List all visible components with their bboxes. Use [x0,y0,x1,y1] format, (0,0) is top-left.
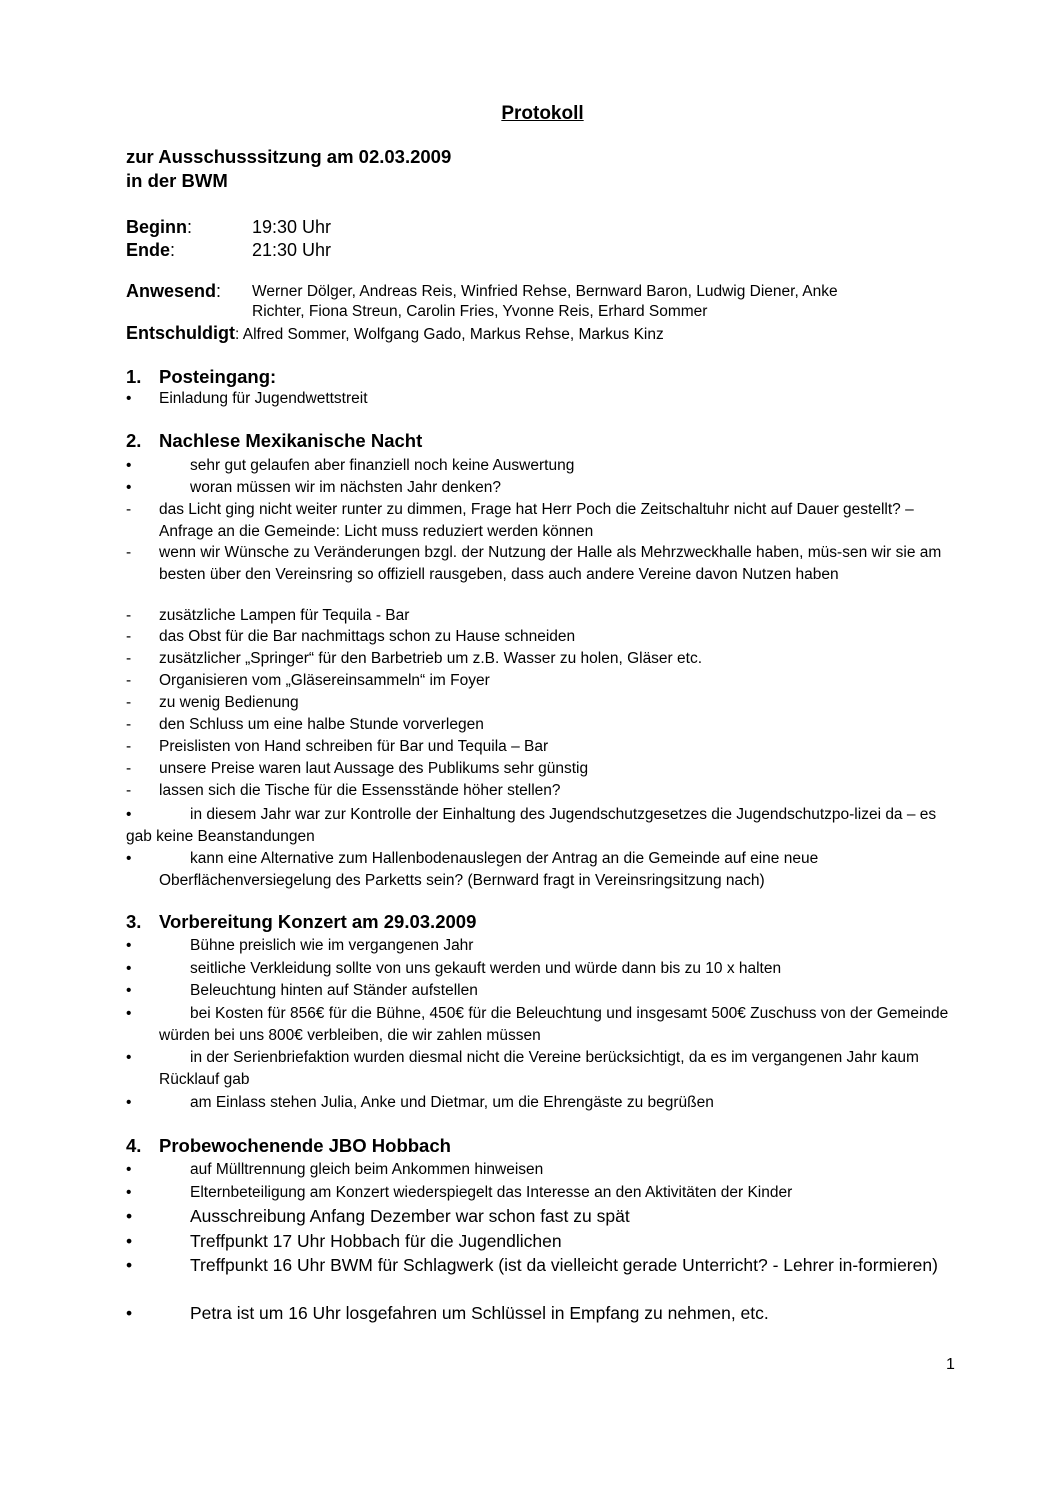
dash-marker: - [126,694,132,711]
list-item-text: bei Kosten für 856€ für die Bühne, 450€ für die Beleuchtung und insgesamt 500€ Zuschuss von der Gemeinde würden bei uns 800€ verbleiben, die wir zahlen müssen [159,1005,949,1044]
dash-marker: - [126,782,132,799]
beginn-label: Beginn [126,217,187,237]
list-item [126,542,956,586]
section-heading [126,911,476,933]
dash-marker: - [126,760,132,777]
document-title: Protokoll [501,103,584,124]
list-item-text: lassen sich die Tische für die Essensstände höher stellen? [159,782,561,799]
list-item-text: Elternbeteiligung am Konzert wiederspiegelt das Interesse an den Aktivitäten der Kinder [190,1184,793,1201]
list-item [126,1301,956,1325]
dash-marker: - [126,544,132,561]
list-item [126,692,956,714]
anwesend-label: Anwesend [126,281,217,301]
list-item-text: Ausschreibung Anfang Dezember war schon fast zu spät [190,1206,630,1226]
list-item-text: Treffpunkt 16 Uhr BWM für Schlagwerk (ist da vielleicht gerade Unterricht? - Lehrer in-formieren) [190,1255,938,1275]
bullet-marker: • [126,1005,132,1022]
section-heading [126,366,276,388]
bullet-marker: • [126,982,132,999]
section-number: 3. [126,911,142,932]
bullet-marker: • [126,850,132,867]
dash-marker: - [126,607,132,624]
dash-marker: - [126,716,132,733]
beginn-value: 19:30 Uhr [252,217,332,237]
bullet-marker: • [126,479,132,496]
list-item-text: das Licht ging nicht weiter runter zu dimmen, Frage hat Herr Poch die Zeitschaltuhr nicht auf Dauer gestellt? – Anfrage an die Gemeinde: Licht muss reduziert werden können [159,501,914,540]
list-item [126,780,956,802]
list-item-text: kann eine Alternative zum Hallenbodenauslegen der Antrag an die Gemeinde auf eine neue Oberflächenversiegelung des Parketts sein? (Bernward fragt in Vereinsringsitzung nach) [159,850,819,889]
bullet-marker: • [126,457,132,474]
list-item [126,980,956,1002]
list-item-text: Treffpunkt 17 Uhr Hobbach für die Jugendlichen [190,1231,562,1251]
bullet-marker: • [126,1184,132,1201]
bullet-marker: • [126,1161,132,1178]
list-item-text: in der Serienbriefaktion wurden diesmal nicht die Vereine berücksichtigt, da es im vergangenen Jahr kaum Rücklauf gab [159,1049,919,1088]
list-item-text: zusätzliche Lampen für Tequila - Bar [159,607,410,624]
list-item-text: Organisieren vom „Gläsereinsammeln“ im Foyer [159,672,490,689]
list-item [126,1047,956,1091]
list-item-text: seitliche Verkleidung sollte von uns gekauft werden und würde dann bis zu 10 x halten [190,960,782,977]
list-item-text: auf Mülltrennung gleich beim Ankommen hinweisen [190,1161,544,1178]
list-item-text: woran müssen wir im nächsten Jahr denken? [190,479,502,496]
beginn-label-row: Beginn: [126,217,193,237]
ende-label: Ende [126,240,171,260]
section-heading [126,1135,451,1157]
list-item [126,1092,956,1114]
ende-value: 21:30 Uhr [252,240,332,260]
list-item [126,1003,956,1047]
list-item [126,477,956,499]
list-item [126,626,956,648]
list-item-text: Petra ist um 16 Uhr losgefahren um Schlüssel in Empfang zu nehmen, etc. [190,1303,769,1323]
section-number: 1. [126,366,142,387]
bullet-marker: • [126,1231,133,1251]
list-item [126,1253,956,1277]
bullet-marker: • [126,937,132,954]
list-item [126,804,956,848]
bullet-marker: • [126,1303,133,1323]
list-item [126,648,956,670]
list-item-text: unsere Preise waren laut Aussage des Publikums sehr günstig [159,760,589,777]
bullet-marker: • [126,390,132,407]
section-title: Vorbereitung Konzert am 29.03.2009 [159,911,477,932]
dash-marker: - [126,672,132,689]
bullet-marker: • [126,1255,133,1275]
dash-marker: - [126,650,132,667]
anwesend-line-2: Richter, Fiona Streun, Carolin Fries, Yvonne Reis, Erhard Sommer [252,303,708,320]
list-item-text: zu wenig Bedienung [159,694,299,711]
list-item-text: am Einlass stehen Julia, Anke und Dietmar, um die Ehrengäste zu begrüßen [190,1094,714,1111]
anwesend-label-row: Anwesend: [126,281,222,301]
bullet-marker: • [126,806,132,823]
list-item [126,670,956,692]
list-item [126,455,956,477]
bullet-marker: • [126,960,132,977]
page-number: 1 [946,1356,955,1373]
list-item-text: das Obst für die Bar nachmittags schon zu Hause schneiden [159,628,576,645]
list-item [126,714,956,736]
list-item [126,1229,956,1253]
list-item [126,736,956,758]
list-item-text: zusätzlicher „Springer“ für den Barbetrieb um z.B. Wasser zu holen, Gläser etc. [159,650,703,667]
list-item-text: Preislisten von Hand schreiben für Bar und Tequila – Bar [159,738,549,755]
list-item [126,935,956,957]
list-item [126,1159,956,1181]
list-item-text: in diesem Jahr war zur Kontrolle der Einhaltung des Jugendschutzgesetzes die Jugendschutzpo-lizei da – es gab keine Beanstandungen [126,806,937,845]
anwesend-line-1: Werner Dölger, Andreas Reis, Winfried Rehse, Bernward Baron, Ludwig Diener, Anke [252,283,838,300]
dash-marker: - [126,738,132,755]
ende-label-row: Ende: [126,240,176,260]
entschuldigt-value: : Alfred Sommer, Wolfgang Gado, Markus Rehse, Markus Kinz [235,326,664,343]
meeting-subtitle: zur Ausschusssitzung am 02.03.2009 [126,146,452,167]
section-number: 4. [126,1135,142,1156]
list-item-text: den Schluss um eine halbe Stunde vorverlegen [159,716,484,733]
section-title: Probewochenende JBO Hobbach [159,1135,451,1156]
list-item [126,1182,956,1204]
list-item-text: sehr gut gelaufen aber finanziell noch keine Auswertung [190,457,575,474]
list-item [126,605,956,627]
section-title: Nachlese Mexikanische Nacht [159,430,423,451]
bullet-marker: • [126,1206,133,1226]
bullet-marker: • [126,1049,132,1066]
list-item [126,758,956,780]
meeting-location: in der BWM [126,170,228,191]
list-item [126,388,956,410]
list-item [126,1204,956,1228]
list-item-text: Bühne preislich wie im vergangenen Jahr [190,937,474,954]
entschuldigt-row [126,323,664,344]
list-item [126,958,956,980]
list-item-text: Einladung für Jugendwettstreit [159,390,368,407]
section-title: Posteingang: [159,366,277,387]
entschuldigt-label: Entschuldigt [126,323,235,343]
dash-marker: - [126,628,132,645]
section-heading [126,430,422,452]
section-number: 2. [126,430,142,451]
list-item [126,848,956,892]
bullet-marker: • [126,1094,132,1111]
dash-marker: - [126,501,132,518]
list-item-text: Beleuchtung hinten auf Ständer aufstellen [190,982,478,999]
list-item [126,499,956,543]
list-item-text: wenn wir Wünsche zu Veränderungen bzgl. der Nutzung der Halle als Mehrzweckhalle haben, müs-sen wir sie am besten über den Vereinsring so offiziell rausgeben, dass auch andere Vereine davon Nutzen haben [159,544,942,583]
